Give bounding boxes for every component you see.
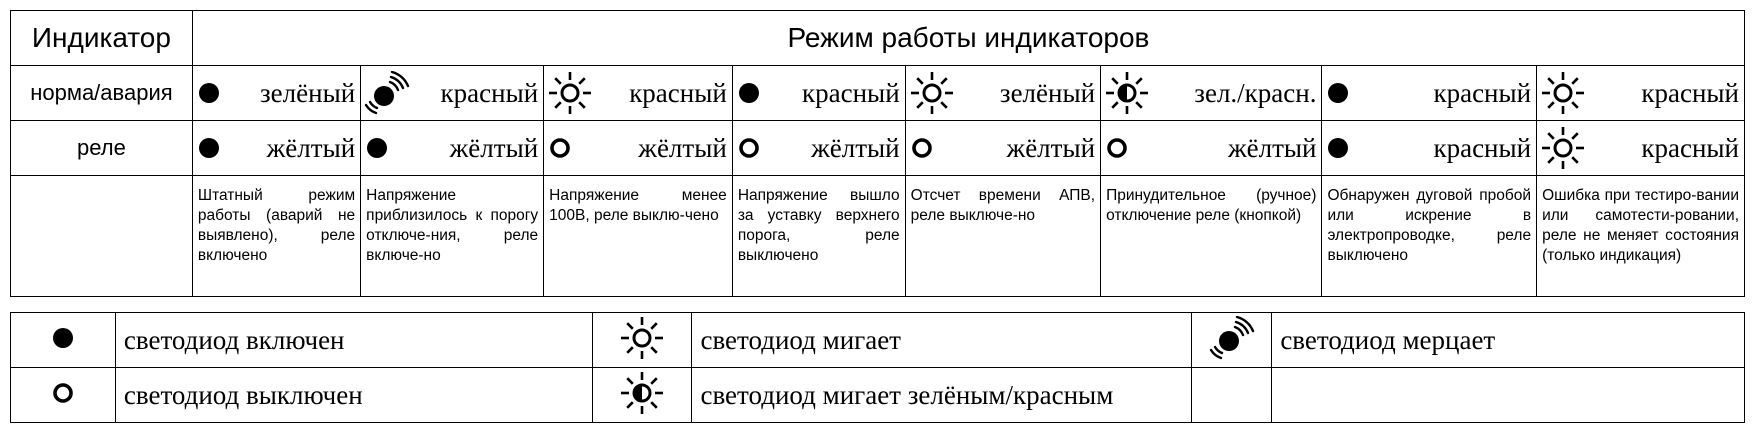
relay-state-text: жёлтый [1227, 132, 1317, 163]
legend-empty-cell [1192, 368, 1272, 423]
relay-state-cell [1101, 121, 1322, 176]
relay-state-cell [192, 121, 360, 176]
legend-table [10, 312, 1745, 423]
relay-state-text: жёлтый [266, 132, 356, 163]
legend-symbol-cell [11, 313, 116, 368]
dot-on-icon [1325, 135, 1351, 161]
norm-state-cell [905, 66, 1100, 121]
legend-row [11, 313, 1745, 368]
relay-state-cell [361, 121, 544, 176]
flicker-icon [1209, 316, 1255, 360]
mode-description: Ошибка при тестиро-вании или самотести-ровании, реле не меняет состояния (только индикация) [1537, 176, 1745, 297]
dot-on-icon [1325, 80, 1351, 106]
blink-icon [909, 70, 955, 116]
dot-off-icon [50, 380, 76, 406]
legend-text: светодиод включен [115, 313, 592, 368]
dot-off-icon [909, 135, 935, 161]
dot-on-icon [196, 135, 222, 161]
norm-state-text: зелёный [260, 77, 356, 108]
legend-text: светодиод мерцает [1272, 313, 1745, 368]
description-row-label [11, 176, 193, 297]
legend-text: светодиод выключен [115, 368, 592, 423]
legend-symbol-cell [1192, 313, 1272, 368]
mode-description: Напряжение менее 100В, реле выклю-чено [544, 176, 733, 297]
norm-state-cell [192, 66, 360, 121]
dot-on-icon [736, 80, 762, 106]
dot-off-icon [1104, 135, 1130, 161]
norm-row [11, 66, 1745, 121]
mode-description: Обнаружен дуговой пробой или искрение в электропроводке, реле выключено [1322, 176, 1537, 297]
blink-half-icon [619, 370, 665, 416]
legend-text: светодиод мигает зелёным/красным [692, 368, 1192, 423]
relay-state-text: жёлтый [1006, 132, 1096, 163]
norm-state-cell [1101, 66, 1322, 121]
relay-state-text: жёлтый [811, 132, 900, 163]
blink-icon [1540, 125, 1586, 171]
blink-icon [619, 315, 665, 361]
legend-symbol-cell [11, 368, 116, 423]
mode-description: Отсчет времени АПВ, реле выключе-но [905, 176, 1100, 297]
dot-on-icon [364, 135, 390, 161]
legend-empty-cell [1272, 368, 1745, 423]
norm-state-text: зелёный [999, 77, 1096, 108]
relay-state-cell [1322, 121, 1537, 176]
indicator-header: Индикатор [11, 11, 193, 66]
dot-on-icon [50, 325, 76, 351]
dot-off-icon [547, 135, 573, 161]
legend-text: светодиод мигает [692, 313, 1192, 368]
mode-description: Штатный режим работы (аварий не выявлено), реле включено [192, 176, 360, 297]
blink-icon [547, 70, 593, 116]
norm-state-text: красный [1641, 77, 1739, 108]
norm-state-cell [544, 66, 733, 121]
mode-description: Принудительное (ручное) отключение реле (кнопкой) [1101, 176, 1322, 297]
flicker-icon [364, 71, 410, 115]
relay-state-cell [1537, 121, 1745, 176]
blink-half-icon [1104, 70, 1150, 116]
norm-row-label: норма/авария [11, 66, 193, 121]
norm-state-cell [1322, 66, 1537, 121]
relay-state-text: красный [1641, 132, 1739, 163]
header-row [11, 11, 1745, 66]
norm-state-text: красный [629, 77, 727, 108]
legend-symbol-cell [592, 368, 692, 423]
norm-state-text: красный [1433, 77, 1532, 108]
mode-description: Напряжение приблизилось к порогу отключе-ния, реле включе-но [361, 176, 544, 297]
relay-state-cell [732, 121, 905, 176]
indicator-mode-table [10, 10, 1745, 297]
dot-off-icon [736, 135, 762, 161]
mode-description: Напряжение вышло за уставку верхнего порога, реле выключено [732, 176, 905, 297]
norm-state-text: красный [440, 77, 539, 108]
relay-state-cell [544, 121, 733, 176]
description-row [11, 176, 1745, 297]
norm-state-cell [732, 66, 905, 121]
norm-state-cell [1537, 66, 1745, 121]
relay-state-text: жёлтый [638, 132, 727, 163]
norm-state-text: зел./красн. [1194, 77, 1317, 108]
mode-title: Режим работы индикаторов [192, 11, 1744, 66]
legend-row [11, 368, 1745, 423]
legend-symbol-cell [592, 313, 692, 368]
blink-icon [1540, 70, 1586, 116]
relay-state-cell [905, 121, 1100, 176]
dot-on-icon [196, 80, 222, 106]
relay-state-text: красный [1433, 132, 1532, 163]
norm-state-cell [361, 66, 544, 121]
relay-row-label: реле [11, 121, 193, 176]
norm-state-text: красный [802, 77, 900, 108]
relay-state-text: жёлтый [449, 132, 539, 163]
relay-row [11, 121, 1745, 176]
